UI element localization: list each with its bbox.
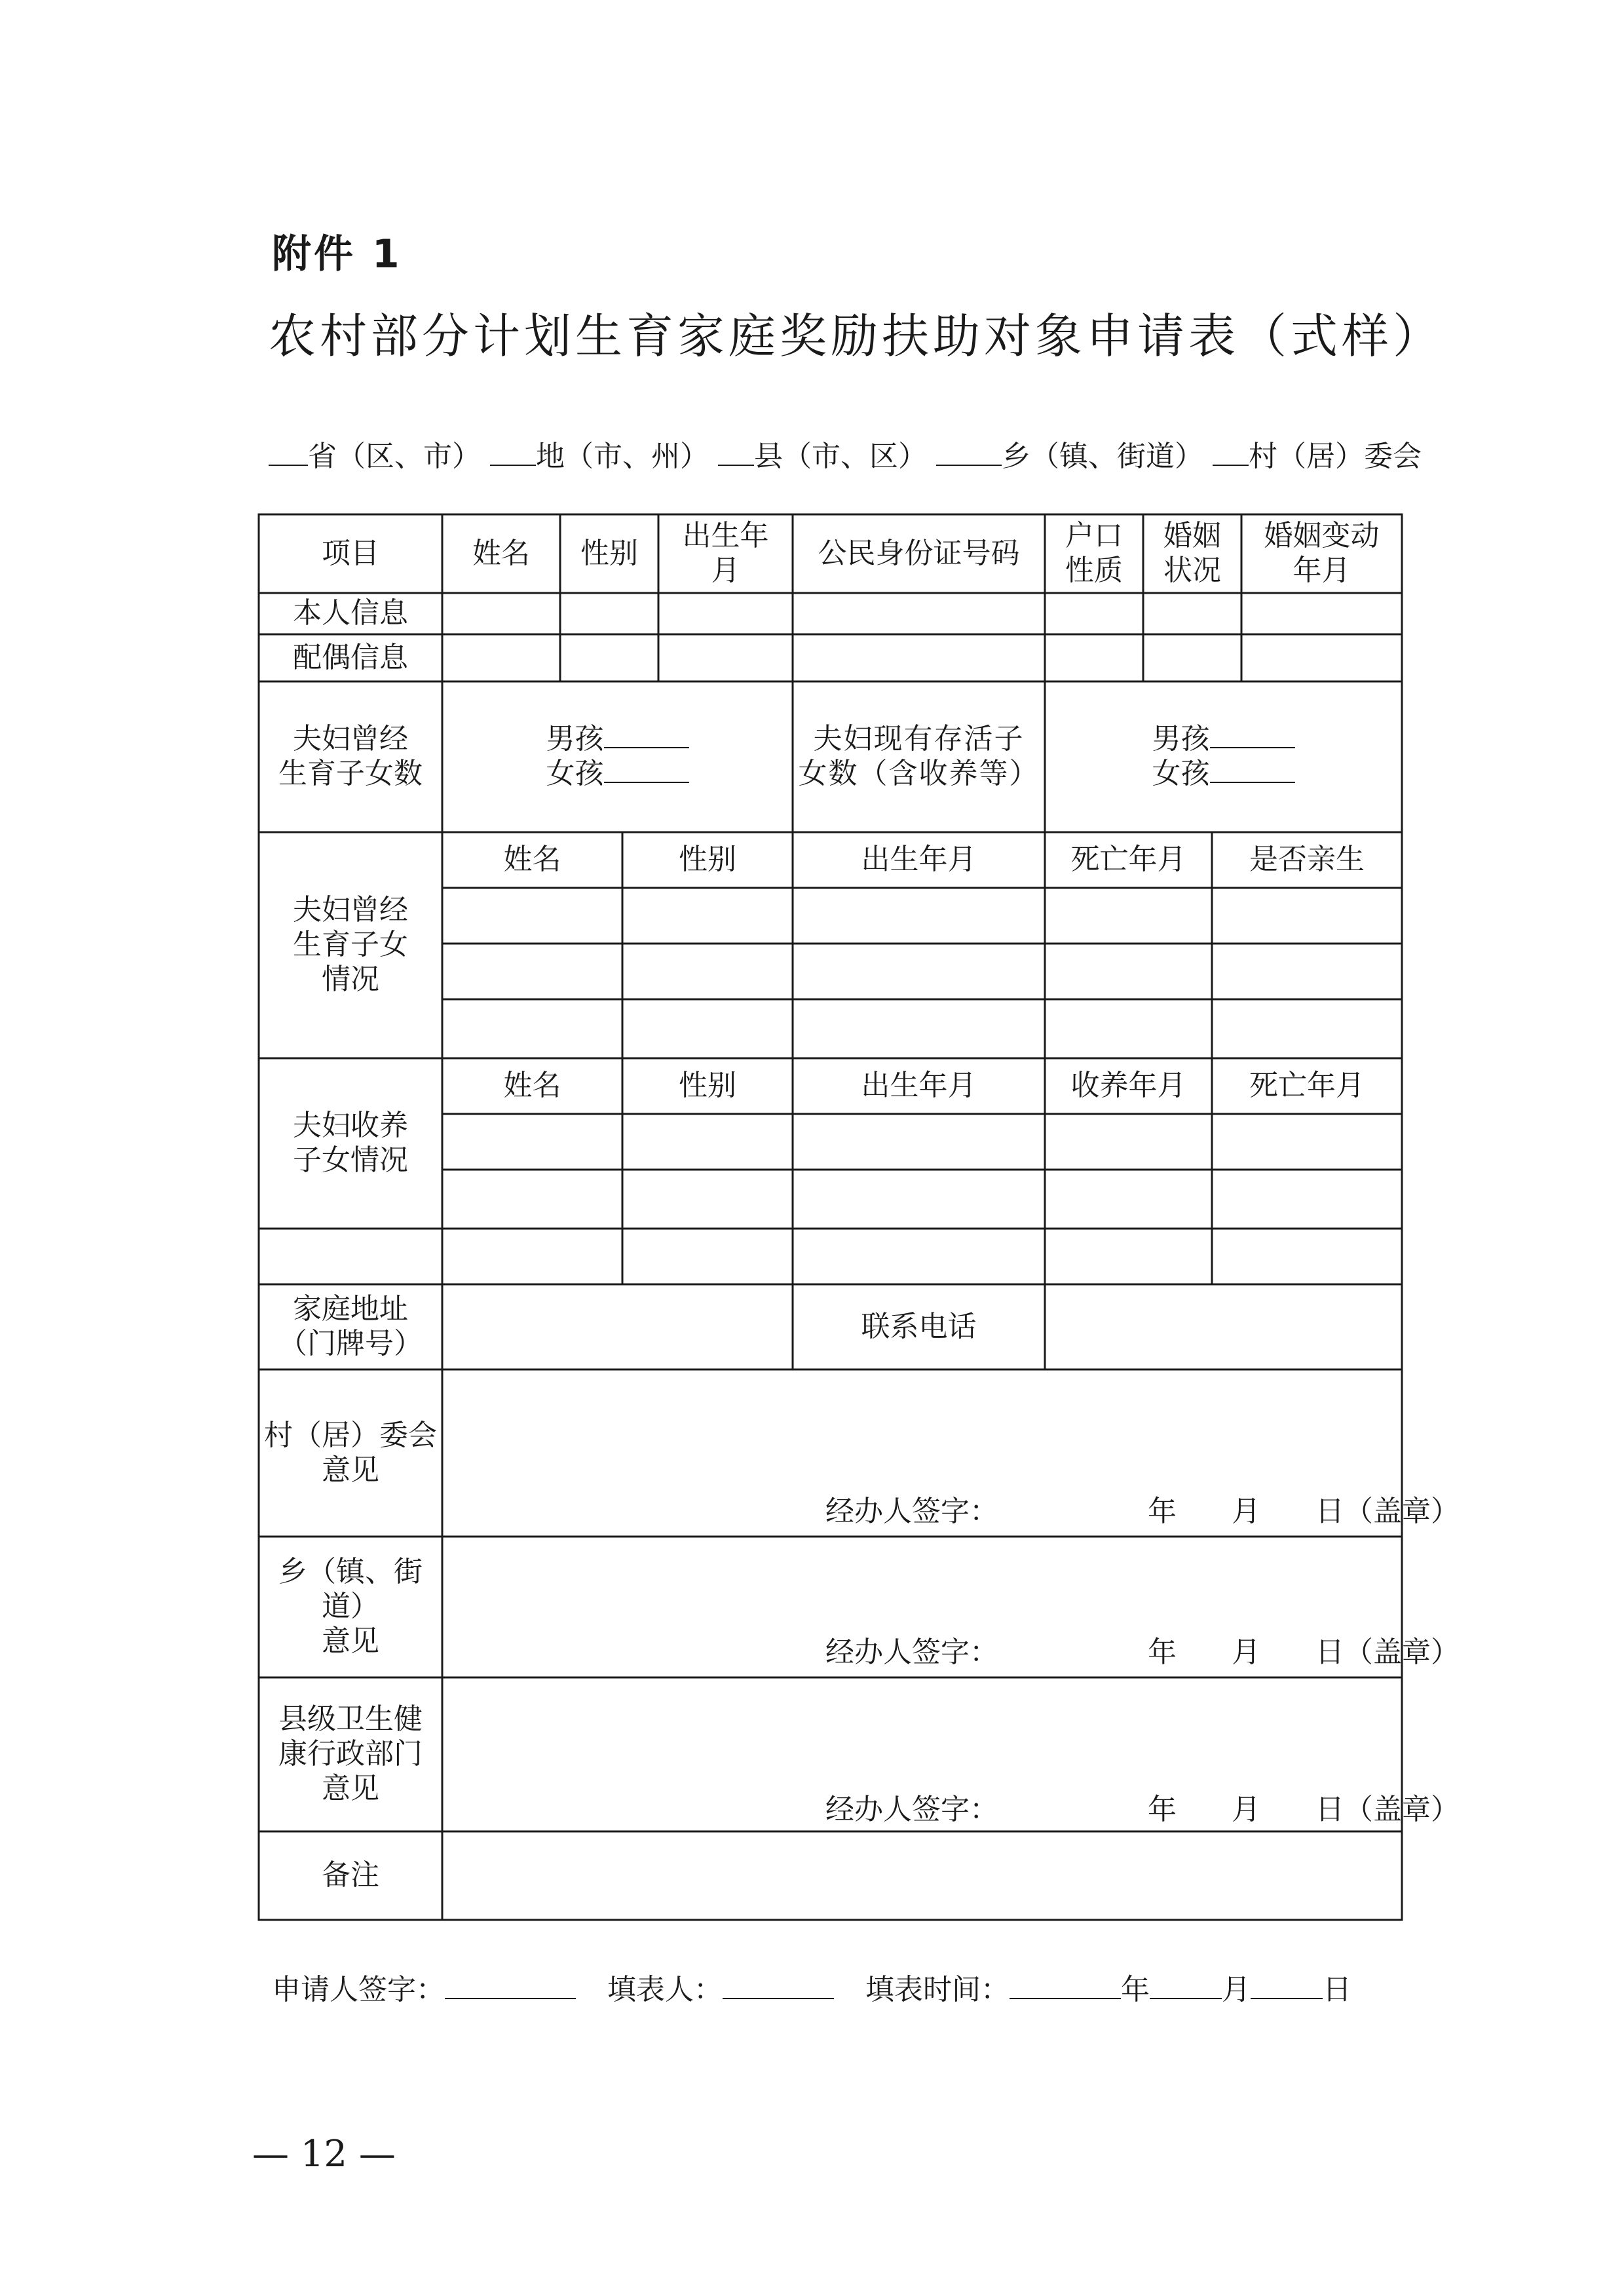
spouse-info-label: 配偶信息 [293, 640, 408, 674]
boys-count[interactable] [546, 722, 689, 757]
living-children-label [793, 681, 1045, 832]
fill-year-blank[interactable] [1010, 1974, 1121, 1999]
filler-label: 填表人： [607, 1973, 723, 2006]
document-title: 农村部分计划生育家庭奖励扶助对象申请表（式样） [269, 309, 1445, 364]
born-detail-line1: 夫妇曾经 [293, 893, 408, 927]
village-label: 村（居）委会 [1249, 440, 1422, 473]
children-born-label-line1: 夫妇曾经 [293, 722, 408, 756]
county-day-seal: 日（盖章） [1315, 1793, 1460, 1826]
village-sign-row [825, 1487, 1460, 1529]
header-marriage [1143, 514, 1241, 593]
born-col-gender: 性别 [679, 843, 736, 877]
header-marriage-line2: 状况 [1163, 554, 1221, 587]
remarks-label: 备注 [322, 1858, 379, 1892]
township-day-seal: 日（盖章） [1315, 1636, 1460, 1669]
attachment-label: 附件 1 [272, 231, 402, 277]
village-opinion-line1: 村（居）委会 [264, 1418, 437, 1452]
village-handler-label: 经办人签字： [825, 1495, 998, 1528]
born-col-death: 死亡年月 [1070, 843, 1186, 877]
village-opinion-label [259, 1369, 442, 1537]
self-info-label: 本人信息 [293, 596, 408, 630]
county-sign-row [825, 1786, 1460, 1827]
county-month: 月 [1232, 1793, 1260, 1826]
address-label [259, 1284, 442, 1369]
born-detail-line2: 生育子女 [293, 928, 408, 962]
born-detail-label [259, 832, 442, 1058]
county-handler-label: 经办人签字： [825, 1793, 998, 1826]
county-opinion-line3: 意见 [322, 1771, 379, 1805]
boys-label: 男孩 [546, 722, 604, 756]
village-opinion-line2: 意见 [322, 1453, 379, 1487]
header-item: 项目 [322, 536, 379, 570]
born-col-biological: 是否亲生 [1249, 843, 1365, 877]
adopted-col-gender: 性别 [679, 1069, 736, 1103]
children-born-label-line2: 生育子女数 [278, 757, 423, 790]
prefecture-label: 地（市、州） [536, 440, 709, 473]
header-birth [658, 514, 793, 593]
village-year: 年 [1148, 1495, 1177, 1528]
header-marriage-change-line1: 婚姻变动 [1264, 519, 1380, 553]
living-children-line1: 夫妇现有存活子 [813, 722, 1025, 756]
county-opinion-line1: 县级卫生健 [278, 1702, 423, 1736]
adopted-detail-label [259, 1058, 442, 1229]
header-name: 姓名 [472, 536, 530, 570]
fill-month-label: 月 [1222, 1973, 1251, 2006]
adopted-col-adoption: 收养年月 [1070, 1069, 1186, 1103]
address-label-line2: （门牌号） [278, 1327, 423, 1360]
phone-label: 联系电话 [861, 1309, 977, 1343]
header-hukou-line1: 户口 [1065, 519, 1123, 553]
county-opinion-line2: 康行政部门 [278, 1737, 423, 1771]
girls-count[interactable] [546, 757, 689, 792]
township-opinion-line2: 意见 [322, 1624, 379, 1658]
living-children-line2: 女数（含收养等） [798, 757, 1040, 790]
township-month: 月 [1232, 1636, 1260, 1669]
living-girls-count[interactable] [1152, 757, 1295, 792]
header-hukou-line2: 性质 [1065, 554, 1123, 587]
filler-blank[interactable] [723, 1974, 834, 1999]
header-birth-line2: 月 [711, 554, 740, 587]
adopted-col-birth: 出生年月 [861, 1069, 977, 1103]
born-col-birth: 出生年月 [861, 843, 977, 877]
township-sign-row [825, 1628, 1460, 1670]
fill-day-blank[interactable] [1251, 1974, 1323, 1999]
header-gender: 性别 [580, 536, 638, 570]
header-id-number: 公民身份证号码 [818, 536, 1020, 570]
applicant-blank[interactable] [445, 1974, 576, 1999]
adopted-col-death: 死亡年月 [1249, 1069, 1365, 1103]
township-handler-label: 经办人签字： [825, 1636, 998, 1669]
adopted-detail-line2: 子女情况 [293, 1143, 408, 1177]
fill-time-label: 填表时间： [865, 1973, 1010, 2006]
fill-day-label: 日 [1323, 1973, 1351, 2006]
header-marriage-change [1241, 514, 1402, 593]
township-year: 年 [1148, 1636, 1177, 1669]
header-hukou [1045, 514, 1143, 593]
adopted-detail-line1: 夫妇收养 [293, 1109, 408, 1143]
township-opinion-line1: 乡（镇、街道） [278, 1555, 423, 1624]
village-month: 月 [1232, 1495, 1260, 1528]
county-year: 年 [1148, 1793, 1177, 1826]
village-day-seal: 日（盖章） [1315, 1495, 1460, 1528]
township-opinion-label [259, 1537, 442, 1677]
girls-label: 女孩 [546, 757, 604, 790]
applicant-label: 申请人签字： [272, 1973, 445, 2006]
born-col-name: 姓名 [503, 843, 561, 877]
fill-month-blank[interactable] [1150, 1974, 1222, 1999]
living-boys-label: 男孩 [1152, 722, 1210, 756]
children-born-counts [442, 681, 793, 832]
address-label-line1: 家庭地址 [293, 1292, 408, 1326]
living-boys-count[interactable] [1152, 722, 1295, 757]
header-marriage-line1: 婚姻 [1163, 519, 1221, 553]
adopted-col-name: 姓名 [503, 1069, 561, 1103]
footer-signature-line [272, 1966, 1351, 2008]
fill-year-label: 年 [1121, 1973, 1150, 2006]
header-birth-line1: 出生年 [682, 519, 769, 553]
living-girls-label: 女孩 [1152, 757, 1210, 790]
header-marriage-change-line2: 年月 [1293, 554, 1351, 587]
born-detail-line3: 情况 [322, 962, 379, 996]
township-label: 乡（镇、街道） [1002, 440, 1203, 473]
province-label: 省（区、市） [308, 440, 481, 473]
page-number: — 12 — [252, 2133, 396, 2175]
living-children-counts [1045, 681, 1402, 832]
county-label: 县（市、区） [754, 440, 927, 473]
children-born-label [259, 681, 442, 832]
county-opinion-label [259, 1677, 442, 1831]
